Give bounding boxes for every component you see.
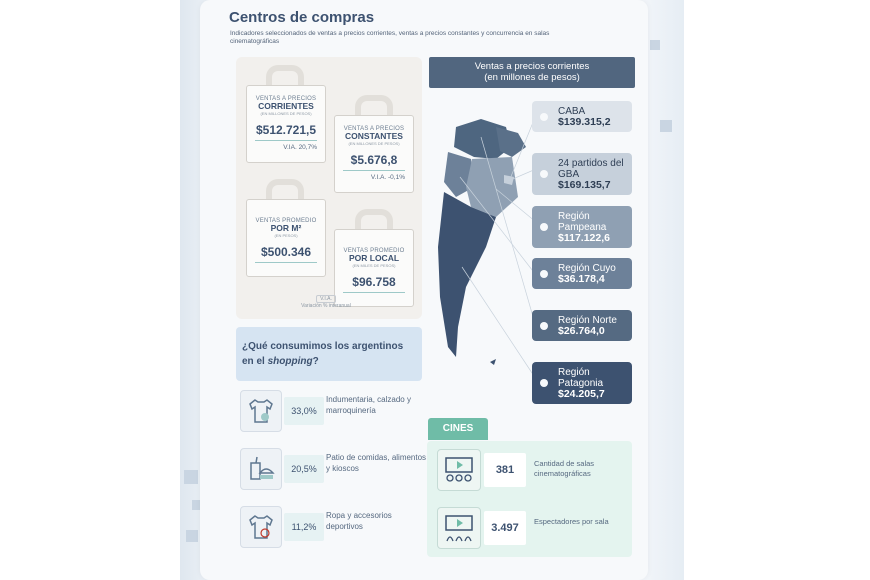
region-tag	[532, 101, 632, 132]
bag-heading: POR LOCAL	[348, 253, 400, 263]
divider	[255, 140, 317, 141]
consumo-pct: 20,5%	[284, 455, 324, 483]
consumo-desc: Ropa y accesorios deportivos	[326, 511, 392, 531]
bag-value: $5.676,8	[350, 153, 398, 167]
bag-unit: (EN MILES DE PESOS)	[352, 263, 396, 268]
consumo-item	[240, 448, 430, 492]
footnote-badge: V.I.A.	[316, 295, 336, 303]
salas-count: 381	[484, 453, 526, 487]
bag-unit: (EN MILLONES DE PESOS)	[348, 141, 400, 146]
bag-label: VENTAS A PRECIOS	[255, 96, 317, 102]
tag-hole	[540, 113, 548, 121]
bags-panel	[236, 57, 422, 319]
bag-heading: CORRIENTES	[258, 101, 314, 111]
argentina-map	[426, 97, 634, 407]
bag-m2	[246, 199, 326, 277]
page-subtitle: Indicadores seleccionados de ventas a precios corrientes, ventas a precios constantes y concurrencia en salas cinematográficas	[230, 30, 550, 45]
tag-hole	[540, 223, 548, 231]
consumo-item	[240, 390, 430, 434]
region-value: $24.205,7	[558, 388, 605, 400]
bag-unit: (EN PESOS)	[274, 233, 298, 238]
salas-desc: Cantidad de salas cinematográficas	[534, 459, 595, 478]
pixel-decoration	[186, 530, 198, 542]
region-tag	[532, 362, 632, 404]
region-value: $36.178,4	[558, 273, 605, 285]
consumo-desc: Indumentaria, calzado y marroquinería	[326, 395, 411, 415]
bag-label: VENTAS A PRECIOS	[343, 126, 405, 132]
bag-label: VENTAS PROMEDIO	[255, 218, 317, 224]
bag-variation: V.IA. 20,7%	[283, 144, 317, 151]
cines-panel	[427, 441, 632, 557]
bag-value: $500.346	[260, 245, 312, 259]
espectadores-count: 3.497	[484, 511, 526, 545]
region-name: 24 partidos del GBA	[558, 158, 624, 180]
tag-hole	[540, 379, 548, 387]
bag-constantes	[334, 115, 414, 193]
map-heading-line-1: Ventas a precios corrientes	[474, 61, 590, 72]
question-end: ?	[312, 356, 319, 367]
fastfood-icon	[240, 448, 282, 490]
bag-value: $512.721,5	[255, 123, 317, 137]
region-value: $117.122,6	[558, 232, 610, 244]
sports-shirt-icon	[240, 506, 282, 548]
bag-corrientes	[246, 85, 326, 163]
bag-variation: V.I.A. -0,1%	[370, 174, 405, 181]
consumo-item	[240, 506, 430, 550]
bag-heading: CONSTANTES	[345, 131, 403, 141]
region-name: Región Pampeana	[558, 211, 607, 233]
pixel-decoration	[184, 470, 198, 484]
question-line-2: en el	[242, 356, 268, 367]
clothing-icon	[240, 390, 282, 432]
map-panel	[426, 57, 634, 411]
question-line-1: ¿Qué consumimos los argentinos	[242, 341, 404, 352]
pixel-decoration	[660, 120, 672, 132]
map-islands	[490, 359, 496, 365]
question-italic: shopping	[267, 356, 313, 367]
infographic-page	[200, 0, 648, 580]
bag-heading: POR M²	[270, 223, 302, 233]
audience-icon	[437, 507, 481, 549]
region-tag	[532, 310, 632, 341]
footnote-text: Variación % interanual	[301, 303, 351, 309]
region-value: $26.764,0	[558, 325, 605, 337]
region-tag	[532, 153, 632, 195]
bag-label: VENTAS PROMEDIO	[343, 248, 405, 254]
divider	[343, 292, 405, 293]
region-value: $169.135,7	[558, 179, 611, 191]
tag-hole	[540, 170, 548, 178]
map-heading-line-2: (en millones de pesos)	[484, 72, 580, 83]
divider	[255, 262, 317, 263]
divider	[343, 170, 405, 171]
consumo-pct: 33,0%	[284, 397, 324, 425]
cinema-screen-icon	[437, 449, 481, 491]
bag-value: $96.758	[352, 275, 396, 289]
footnote	[296, 295, 356, 309]
tag-hole	[540, 322, 548, 330]
consumo-question-panel	[236, 327, 422, 381]
tag-hole	[540, 270, 548, 278]
consumo-desc: Patio de comidas, alimentos y kioscos	[326, 453, 427, 473]
map-region-pampeana	[466, 157, 518, 217]
page-title: Centros de compras	[229, 9, 375, 26]
map-heading	[429, 57, 635, 88]
espectadores-desc: Espectadores por sala	[534, 517, 609, 526]
pixel-decoration	[650, 40, 660, 50]
consumo-pct: 11,2%	[284, 513, 324, 541]
region-name: CABA	[558, 106, 586, 117]
consumo-question	[242, 339, 403, 369]
cines-badge: CINES	[428, 418, 488, 440]
bag-unit: (EN MILLONES DE PESOS)	[260, 111, 312, 116]
region-name: Región Cuyo	[558, 263, 616, 274]
region-tag	[532, 206, 632, 248]
region-value: $139.315,2	[558, 116, 611, 128]
region-tag	[532, 258, 632, 289]
region-name: Región Patagonia	[558, 367, 604, 389]
region-name: Región Norte	[558, 315, 617, 326]
